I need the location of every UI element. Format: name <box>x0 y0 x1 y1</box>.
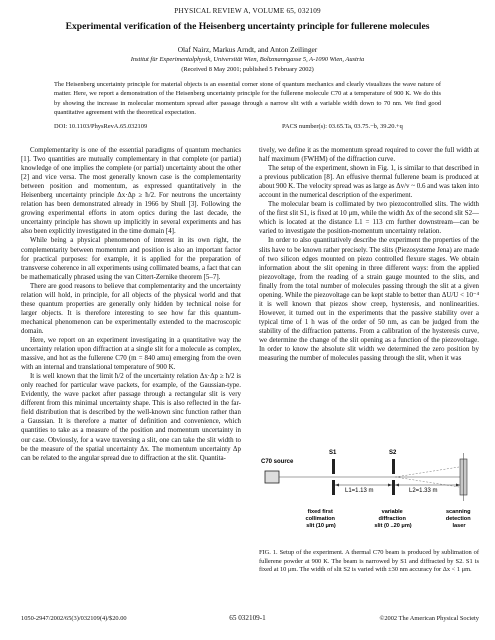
slit-s2-upper-edge <box>392 459 395 474</box>
slit-s1-lower-edge <box>332 480 335 495</box>
arrowhead <box>388 484 392 487</box>
s2-label: S2 <box>389 450 397 456</box>
oven-icon <box>265 471 279 483</box>
paragraph: It is well known that the limit ħ/2 of the uncertainty relation Δx·Δp ≥ ħ/2 is only reached for particular wave packets, for example, of the Gaussian-type. Evidently, the wave packet after passage through a rectangular slit is very different from this minimal uncertainty shape. This is also reflected in the far-field distribution that is described by the well-known sinc function rather than a Gaussian. It is therefore a matter of definition and convenience, which quantities to take as a measure of the position and momentum uncertainty in our case. Obviously, for a wave traversing a slit, one can take the slit width to be the measure of the spatial uncertainty Δx. The momentum uncertainty Δp can be related to the angular spread due to diffraction at the slit. Quantita- <box>21 372 241 462</box>
s1-label: S1 <box>329 450 337 456</box>
doi-link[interactable]: DOI: 10.1103/PhysRevA.65.032109 <box>54 123 148 130</box>
received-date: (Received 8 May 2001; published 5 February 2002) <box>181 66 314 73</box>
l1-label: L1=1.13 m <box>345 488 374 494</box>
paragraph: There are good reasons to believe that complementarity and the uncertainty relation will hold, in principle, for all objects of the physical world and that these quantum properties are generally only hidden by technical noise for larger objects. It is therefore interesting to see how far this quantum-mechanical phenomenon can be experimentally extended to the macroscopic domain. <box>21 281 241 335</box>
fixed-slit-label: fixed first collimation slit (10 μm) <box>305 509 336 529</box>
footer-issn: 1050-2947/2002/65(3)/032109(4)/$20.00 <box>21 615 127 622</box>
page-number: 65 032109-1 <box>229 614 266 622</box>
arrowhead <box>335 484 339 487</box>
slit-s2-lower-edge <box>392 480 395 495</box>
paragraph: Complementarity is one of the essential paradigms of quantum mechanics [1]. Two quantities are mutually complementary in that complete (or partial) knowledge of one implies the complete (or partial) uncertainty about the other [2] and vice versa. The most generally known case is the complementarity between position and momentum, as expressed quantitatively in the Heisenberg uncertainty principle Δx·Δp ≥ ħ/2. For neutrons the uncertainty relation has been demonstrated already in 1966 by Shull [3]. Following the growing experimental efforts in atom optics during the last decade, the uncertainty principle has shown up implicitly in several experiments and has also been explicitly investigated in the time domain [4]. <box>21 146 241 236</box>
arrowhead <box>456 484 460 487</box>
source-label: C70 source <box>261 459 294 465</box>
variable-slit-label: variable diffraction slit (0 ..20 μm) <box>374 509 412 529</box>
article-authors: Olaf Nairz, Markus Arndt, and Anton Zeilinger <box>177 45 318 54</box>
paragraph: While being a physical phenomenon of interest in its own right, the complementarity between momentum and position is also an important factor for practical purposes: for example, it is applied for the preparation of transverse coherence in all experiments using collimated beams, a fact that can be mathematically phrased using the van Cittert-Zernike theorem [5–7]. <box>21 236 241 281</box>
copyright-notice: ©2002 The American Physical Society <box>379 615 479 622</box>
setup-diagram-svg <box>259 437 479 547</box>
running-head: PHYSICAL REVIEW A, VOLUME 65, 032109 <box>174 7 321 15</box>
arrowhead <box>395 484 399 487</box>
paragraph: In order to also quantitatively describe the experiment the properties of the slits have to be known rather precisely. The slits (Piezosysteme Jena) are made of two silicon edges mounted on piezo controlled flexure stages. We obtain information about the slit opening in three different ways: from the applied piezovoltage, from the reading of a strain gauge mounted to the slits, and finally from the total number of molecules passing through the slit at a given opening. While the piezovoltage can be kept stable to better than ΔU/U < 10⁻⁴ it is well known that piezos show creep, hysteresis, and nonlinearities. However, it turned out in the experiments that the passive stability over a typical time of 1 h was of the order of 50 nm, as can be judged from the stability of the diffraction patterns. From a calibration of the hysteresis curve, we determine the change of the slit opening as a function of the piezovoltage. In order to know the absolute slit width we determined the zero position by measuring the number of molecules passing through the slit, when it was <box>259 236 479 363</box>
article-affiliation: Institut für Experimentalphysik, Universität Wien, Boltzmanngasse 5, A-1090 Wien, Austria <box>130 56 365 63</box>
body-column-left <box>21 146 241 463</box>
paragraph: The setup of the experiment, shown in Fig. 1, is similar to that described in a previous publication [8]. An effusive thermal fullerene beam is produced at about 900 K. The velocity spread was as large as Δv/v ~ 0.6 and was taken into account in the numerical description of the experiment. <box>259 164 479 200</box>
diffraction-ray-upper <box>395 467 459 477</box>
abstract: The Heisenberg uncertainty principle for material objects is an essential corner stone of quantum mechanics and clearly visualizes the wave nature of matter. Here, we report a demonstration of the Heisenberg uncertainty principle for the fullerene molecule C70 at a temperature of 900 K. We do this by showing the increase in molecular momentum spread after passage through a narrow slit with a variable width down to 70 nm. We find good quantitative agreement with the theoretical expectation. <box>54 81 441 116</box>
diffraction-ray-lower <box>395 477 459 487</box>
paragraph: tively, we define it as the momentum spread required to cover the full width at half maximum (FWHM) of the diffraction curve. <box>259 146 479 164</box>
article-title: Experimental verification of the Heisenberg uncertainty principle for fullerene molecules <box>65 21 430 32</box>
paragraph: Here, we report on an experiment investigating in a quantitative way the uncertainty relation upon diffraction at a single slit for a molecule as complex, massive, and hot as the fullerene C70 (m = 840 amu) emerging from the oven with an internal and translational temperature of 900 K. <box>21 335 241 372</box>
body-column-right <box>259 146 479 363</box>
detector-label: scanning detection laser <box>445 509 471 529</box>
figure-1-caption: FIG. 1. Setup of the experiment. A thermal C70 beam is produced by sublimation of fullerene powder at 900 K. The beam is narrowed by S1 and diffracted by S2. S1 is fixed at 10 μm. The width of slit S2 is varied with ±30 nm accuracy for Δx < 1 μm. <box>259 549 479 574</box>
slit-s1-upper-edge <box>332 459 335 474</box>
l2-label: L2=1.33 m <box>409 488 438 494</box>
figure-1-setup-diagram <box>259 437 479 547</box>
paragraph: The molecular beam is collimated by two piezocontrolled slits. The width of the first slit S1, is fixed at 10 μm, while the width Δx of the second slit S2—which is located at the distance L1 = 113 cm further downstream—can be varied to investigate the position-momentum uncertainty relation. <box>259 200 479 236</box>
pacs-numbers: PACS number(s): 03.65.Ta, 03.75.−b, 39.20.+q <box>282 123 403 130</box>
